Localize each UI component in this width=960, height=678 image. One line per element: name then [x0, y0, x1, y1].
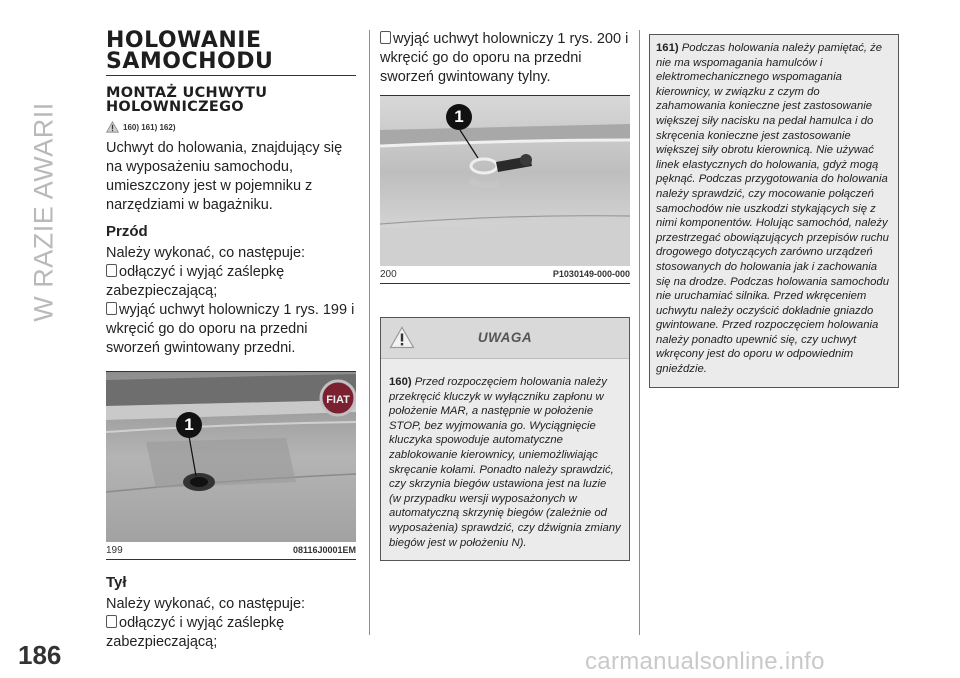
- note-161-box: [649, 34, 899, 388]
- section-title-line2: SAMOCHODU: [106, 49, 274, 74]
- figure-200-caption: [380, 266, 630, 284]
- rear-step-2-text: wyjąć uchwyt holowniczy 1 rys. 200 i wkręcić go do oporu na przedni sworzeń gwintowany tylny.: [380, 31, 629, 85]
- front-lead: Należy wykonać, co następuje:: [106, 245, 306, 261]
- figure-199-caption: [106, 542, 356, 560]
- column-divider-2: [639, 30, 640, 635]
- rear-heading: Tył: [106, 574, 127, 591]
- rear-lead: Należy wykonać, co następuje:: [106, 596, 306, 612]
- figure-199: [106, 371, 356, 560]
- checkbox-bullet-icon: [380, 31, 391, 44]
- figure-200-image: [380, 96, 630, 266]
- section-subtitle-line2: HOLOWNICZEGO: [106, 99, 244, 115]
- figure-200-code: P1030149-000-000: [552, 269, 630, 279]
- warning-box-header: [381, 318, 629, 359]
- section-subtitle-line1: MONTAŻ UCHWYTU: [106, 85, 268, 101]
- warning-refs: 160) 161) 162): [123, 122, 176, 132]
- section-subtitle: [106, 86, 360, 114]
- svg-text:FIAT: FIAT: [326, 394, 350, 406]
- figure-199-image: [106, 372, 356, 542]
- figure-199-code: 08116J0001EM: [292, 545, 356, 555]
- front-bumper-photo: [106, 372, 356, 542]
- figure-200: [380, 95, 630, 284]
- figure-200-number: 200: [380, 269, 397, 280]
- page-number: 186: [18, 640, 62, 670]
- warning-box: [380, 317, 630, 561]
- front-step-2-text: wyjąć uchwyt holowniczy 1 rys. 199 i wkręcić go do oporu na przedni sworzeń gwintowany przedni.: [106, 302, 355, 356]
- note-161-text: Podczas holowania należy pamiętać, że nie ma wspomagania hamulców i elektromechanicznego wspomagania kierownicy, w związku z czym do zahamowania konieczne jest zastosowanie większej siły nacisku na pedał hamulca i do skręcenia konieczne jest zastosowanie większej siły obrotu kierownicą. Nie używać linek elastycznych do holowania, gdyż mogą pęknąć. Podczas przygotowania do holowania należy sprawdzić, czy mocowanie połączeń samochodów nie uszkodzi stykających się z nimi komponentów. Holując samochód, należy przestrzegać obowiązujących przepisów ruchu drogowego dotyczących zarówno urządzeń stosowanych do holowania jak i zachowania się na drodze. Podczas holowania samochodu nie uruchamiać silnika. Przed wkręceniem uchwytu należy oczyścić dokładnie gniazdo gwintowane. Przed rozpoczęciem holowania należy ponadto upewnić się, czy uchwyt wkręcony jest do oporu w odpowiednim gnieździe.: [656, 42, 889, 376]
- rear-bumper-photo: [380, 96, 630, 266]
- figure-200-callout: 1: [446, 104, 472, 130]
- front-step-1-text: odłączyć i wyjąć zaślepkę zabezpieczającą;: [106, 264, 285, 299]
- figure-199-callout: 1: [176, 412, 202, 438]
- watermark-text: carmanualsonline.info: [585, 648, 825, 675]
- warning-title: UWAGA: [477, 330, 533, 345]
- column-1: [106, 30, 360, 652]
- rear-step-1: [106, 614, 360, 652]
- section-title: [106, 30, 356, 76]
- warning-ref: 160): [389, 376, 412, 388]
- rear-step-2: [380, 30, 630, 87]
- warning-triangle-icon: [106, 121, 119, 133]
- figure-199-number: 199: [106, 545, 123, 556]
- checkbox-bullet-icon: [106, 264, 117, 277]
- front-heading: Przód: [106, 223, 148, 240]
- intro-paragraph: Uchwyt do holowania, znajdujący się na wyposażeniu samochodu, umieszczony jest w pojemniku z narzędziami w bagażniku.: [106, 140, 343, 213]
- note-161-body: [650, 35, 898, 387]
- section-side-label: W RAZIE AWARII: [28, 102, 59, 322]
- warning-refs-row: [106, 121, 360, 133]
- checkbox-bullet-icon: [106, 615, 117, 628]
- section-title-line1: HOLOWANIE: [106, 28, 262, 53]
- column-3: [649, 34, 899, 388]
- column-divider-1: [369, 30, 370, 635]
- front-step-1: [106, 263, 360, 301]
- warning-body: [381, 359, 629, 560]
- warning-text: Przed rozpoczęciem holowania należy przekręcić kluczyk w wyłączniku zapłonu w położenie MAR, a następnie w położenie STOP, bez wyjmowania go. Wyciągnięcie kluczyka spowoduje automatyczne zablokowanie kierownicy, uniemożliwiając skręcanie kołami. Ponadto należy sprawdzić, czy skrzynia biegów ustawiona jest na luzie (w przypadku wersji wyposażonych w automatyczną skrzynię biegów (zależnie od wyposażenia) sprawdzić, czy dźwignia zmiany biegów jest w położeniu N).: [389, 376, 621, 549]
- column-2: [380, 30, 630, 561]
- checkbox-bullet-icon: [106, 302, 117, 315]
- note-161-ref: 161): [656, 42, 679, 54]
- rear-step-1-text: odłączyć i wyjąć zaślepkę zabezpieczającą;: [106, 615, 285, 650]
- front-step-2: [106, 301, 360, 358]
